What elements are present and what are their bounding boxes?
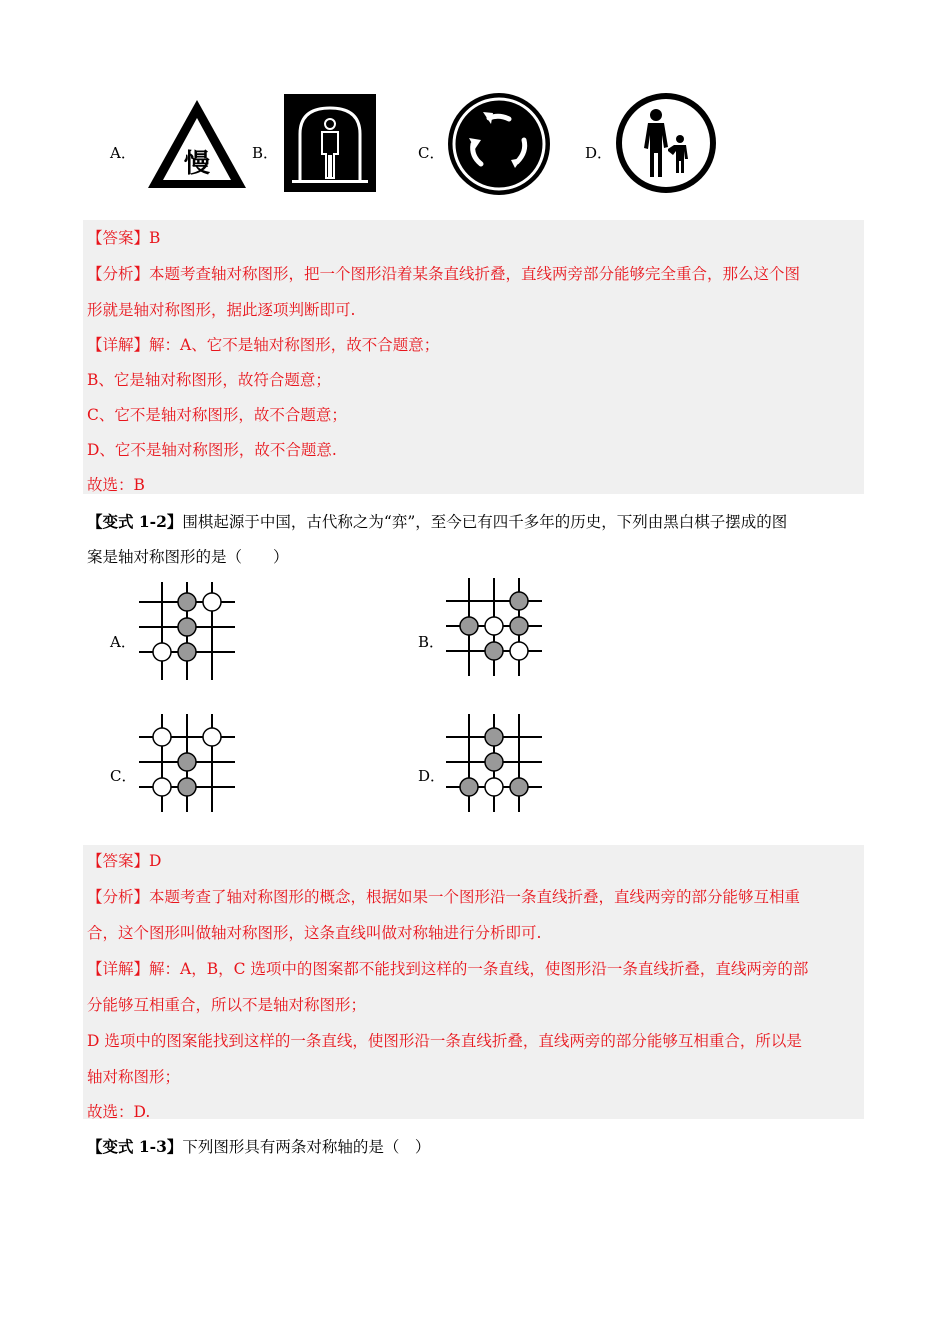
white-stone	[510, 642, 528, 660]
black-stone	[460, 778, 478, 796]
question-2-tag: 【变式 1-2】	[87, 512, 183, 531]
detail-line-4: 轴对称图形；	[87, 1068, 181, 1086]
black-stone	[178, 643, 196, 661]
black-stone	[178, 753, 196, 771]
black-stone	[460, 617, 478, 635]
detail-text-1: 解：A、它不是轴对称图形，故不合题意；	[149, 336, 440, 354]
choose-line: 故选：D.	[87, 1103, 151, 1121]
question-3-tag: 【变式 1-3】	[87, 1137, 183, 1156]
go-board-a	[135, 580, 239, 684]
white-stone	[153, 643, 171, 661]
slow-sign-char: 慢	[183, 149, 211, 179]
choose-line: 故选：B	[87, 476, 145, 494]
slow-sign-image	[144, 96, 250, 192]
detail-line-2: B、它是轴对称图形，故符合题意；	[87, 371, 331, 389]
question-2-text-1: 围棋起源于中国，古代称之为“弈”，至今已有四千多年的历史，下列由黑白棋子摆成的图	[182, 513, 788, 531]
roundabout-sign-image	[447, 92, 551, 196]
white-stone	[485, 778, 503, 796]
analysis-line-1	[87, 885, 800, 907]
white-stone	[153, 728, 171, 746]
black-stone	[510, 617, 528, 635]
question-3-line	[87, 1135, 430, 1157]
black-stone	[178, 593, 196, 611]
question-2-line-2: 案是轴对称图形的是（ ）	[87, 548, 289, 566]
go-option-b-label: B．	[418, 633, 445, 651]
answer-block-2	[83, 845, 864, 1119]
analysis-tag: 【分析】	[87, 265, 150, 283]
white-stone	[485, 617, 503, 635]
white-stone	[153, 778, 171, 796]
detail-line-1	[87, 957, 808, 979]
detail-line-1	[87, 333, 439, 355]
go-board-b	[442, 576, 546, 680]
go-board-c	[135, 712, 239, 816]
answer-block-1	[83, 220, 864, 494]
black-stone	[178, 618, 196, 636]
go-board-d	[442, 712, 546, 816]
analysis-tag: 【分析】	[87, 888, 150, 906]
detail-line-3: D 选项中的图案能找到这样的一条直线，使图形沿一条直线折叠，直线两旁的部分能够互相重合，所以是	[87, 1032, 802, 1050]
analysis-line-1	[87, 262, 800, 284]
analysis-line-2: 形就是轴对称图形，据此逐项判断即可.	[87, 301, 356, 319]
answer-line: 【答案】B	[87, 229, 161, 247]
option-a-label: A．	[110, 144, 136, 162]
question-3-text: 下列图形具有两条对称轴的是（ ）	[182, 1138, 431, 1156]
go-option-a-label: A．	[110, 633, 136, 651]
white-stone	[203, 728, 221, 746]
black-stone	[510, 592, 528, 610]
analysis-text-1: 本题考查轴对称图形，把一个图形沿着某条直线折叠，直线两旁部分能够完全重合，那么这个图	[149, 265, 801, 283]
pedestrian-sign-image	[614, 93, 718, 193]
white-stone	[203, 593, 221, 611]
black-stone	[510, 778, 528, 796]
detail-line-3: C、它不是轴对称图形，故不合题意；	[87, 406, 347, 424]
answer-line: 【答案】D	[87, 852, 162, 870]
detail-line-4: D、它不是轴对称图形，故不合题意.	[87, 441, 337, 459]
option-c-label: C．	[418, 144, 445, 162]
question-2-line-1	[87, 510, 787, 532]
detail-text-1: 解：A，B，C 选项中的图案都不能找到这样的一条直线，使图形沿一条直线折叠，直线两旁的部	[149, 960, 809, 978]
black-stone	[485, 753, 503, 771]
black-stone	[485, 728, 503, 746]
go-option-d-label: D．	[418, 767, 446, 785]
black-stone	[485, 642, 503, 660]
detail-tag: 【详解】	[87, 336, 150, 354]
go-option-c-label: C．	[110, 767, 137, 785]
analysis-line-2: 合，这个图形叫做轴对称图形，这条直线叫做对称轴进行分析即可.	[87, 924, 542, 942]
black-stone	[178, 778, 196, 796]
option-d-label: D．	[585, 144, 613, 162]
detail-tag: 【详解】	[87, 960, 150, 978]
person-door-sign-image	[284, 94, 376, 192]
detail-line-2: 分能够互相重合，所以不是轴对称图形；	[87, 996, 367, 1014]
option-b-label: B．	[252, 144, 279, 162]
analysis-text-1: 本题考查了轴对称图形的概念，根据如果一个图形沿一条直线折叠，直线两旁的部分能够互相重	[149, 888, 801, 906]
